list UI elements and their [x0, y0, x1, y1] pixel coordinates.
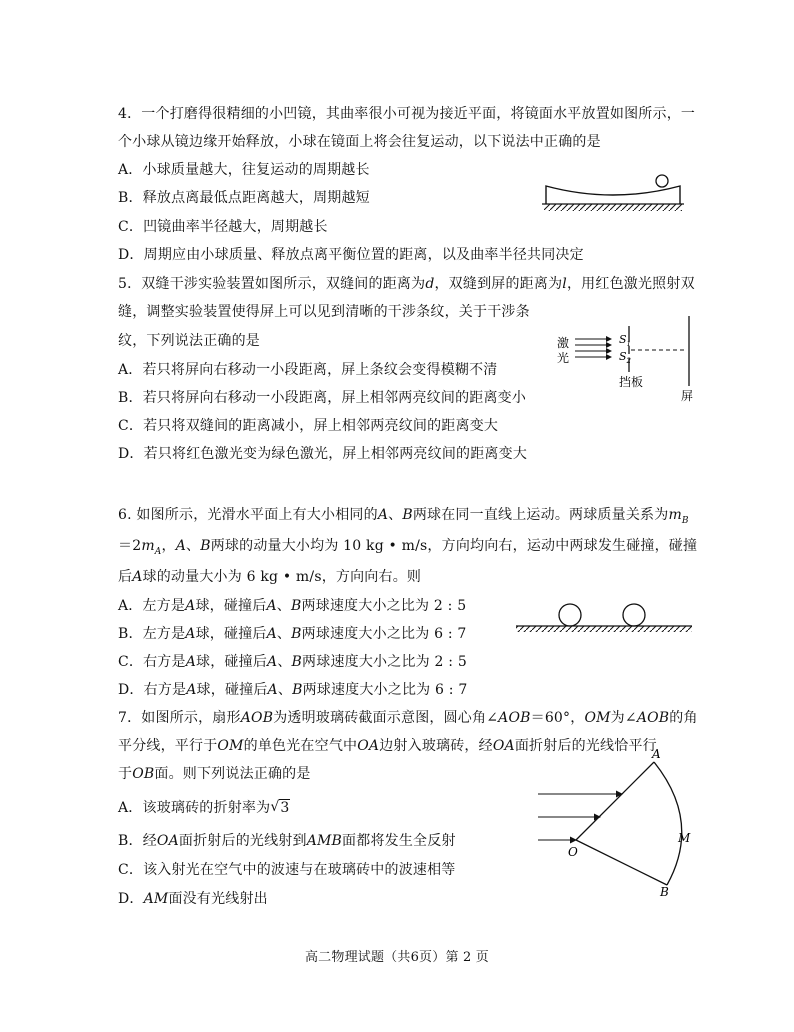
q4-option-c: C．凹镜曲率半径越大，周期越长 — [118, 219, 328, 235]
incident-rays — [538, 794, 622, 840]
sqrt-symbol: √ 3 — [270, 798, 290, 818]
q4-stem-line2: 个小球从镜边缘开始释放，小球在镜面上将会往复运动，以下说法中正确的是 — [118, 134, 601, 150]
q6-stem-line3: 后A球的动量大小为 6 kg • m/s，方向向右。则 — [118, 569, 422, 585]
laser-label-bottom: 光 — [557, 351, 570, 365]
slit-s2-label: $S_2$ — [619, 350, 632, 365]
q4-option-d: D．周期应由小球质量、释放点离平衡位置的距离，以及曲率半径共同决定 — [118, 247, 584, 263]
label-a: A — [652, 747, 661, 761]
q6-stem-line1: 6. 如图所示，光滑水平面上有大小相同的A、B两球在同一直线上运动。两球质量关系为$m_B$ — [118, 507, 689, 526]
q5-stem-line3: 纹，下列说法正确的是 — [118, 333, 260, 349]
label-m: M — [678, 831, 691, 845]
label-b: B — [660, 885, 669, 896]
q5-double-slit-figure — [555, 312, 705, 402]
q5-option-b: B．若只将屏向右移动一小段距离，屏上相邻两亮纹间的距离变小 — [118, 390, 527, 406]
right-ball — [623, 604, 645, 626]
q6-stem-line2: $=2m_A$，A、B两球的动量大小均为 10 kg • m/s，方向均向右，运动中两球发生碰撞，碰撞 — [118, 538, 698, 557]
q5-option-a: A．若只将屏向右移动一小段距离，屏上条纹会变得模糊不清 — [118, 362, 498, 378]
screen-label: 屏 — [681, 389, 694, 402]
q4-concave-mirror-figure — [538, 168, 688, 216]
q4-option-a: A．小球质量越大，往复运动的周期越长 — [118, 162, 370, 178]
q4-stem-line1: 4．一个打磨得很精细的小凹镜，其曲率很小可视为接近平面，将镜面水平放置如图所示，一 — [118, 106, 696, 122]
q4-option-b: B．释放点离最低点距离越大，周期越短 — [118, 190, 370, 206]
baffle-label: 挡板 — [619, 375, 644, 389]
q5-option-d: D．若只将红色激光变为绿色激光，屏上相邻两亮纹间的距离变大 — [118, 446, 528, 462]
q6-option-d: D．右方是A球，碰撞后A、B两球速度大小之比为 6 : 7 — [118, 682, 468, 698]
mirror-base — [542, 204, 684, 211]
q7-option-a: A．该玻璃砖的折射率为√ 3 — [118, 798, 290, 818]
q7-stem-line1: 7．如图所示，扇形AOB为透明玻璃砖截面示意图，圆心角∠AOB＝60°，OM为∠AOB的角 — [118, 710, 698, 726]
sector-outline — [576, 762, 682, 885]
label-o: O — [568, 845, 578, 859]
page-footer: 高二物理试题（共6页）第 2 页 — [304, 950, 489, 965]
slit-s1-label: $S_1$ — [619, 333, 632, 348]
q7-option-d: D．AM面没有光线射出 — [118, 891, 268, 907]
q7-option-b: B．经OA面折射后的光线射到AMB面都将发生全反射 — [118, 833, 456, 849]
q6-option-a: A．左方是A球，碰撞后A、B两球速度大小之比为 2 : 5 — [118, 598, 467, 614]
q7-stem-line2: 平分线，平行于OM的单色光在空气中OA边射入玻璃砖，经OA面折射后的光线恰平行 — [118, 738, 657, 754]
laser-label-top: 激 — [557, 336, 570, 350]
q5-stem-line2: 缝，调整实验装置使得屏上可以见到清晰的干涉条纹，关于干涉条 — [118, 304, 530, 320]
mirror-surface — [546, 186, 680, 204]
q6-option-b: B．左方是A球，碰撞后A、B两球速度大小之比为 6 : 7 — [118, 626, 467, 642]
laser-arrows — [575, 339, 611, 357]
q7-option-c: C．该入射光在空气中的波速与在玻璃砖中的波速相等 — [118, 862, 456, 878]
q6-option-c: C．右方是A球，碰撞后A、B两球速度大小之比为 2 : 5 — [118, 654, 467, 670]
q5-option-c: C．若只将双缝间的距离减小，屏上相邻两亮纹间的距离变大 — [118, 418, 499, 434]
q6-balls-figure — [514, 600, 694, 636]
q7-sector-figure — [530, 746, 700, 896]
left-ball — [559, 604, 581, 626]
q5-stem-line1: 5．双缝干涉实验装置如图所示，双缝间的距离为d，双缝到屏的距离为l，用红色激光照射双 — [118, 276, 695, 292]
q7-stem-line3: 于OB面。则下列说法正确的是 — [118, 766, 311, 782]
ball — [656, 175, 668, 187]
floor-hatch — [516, 626, 692, 632]
